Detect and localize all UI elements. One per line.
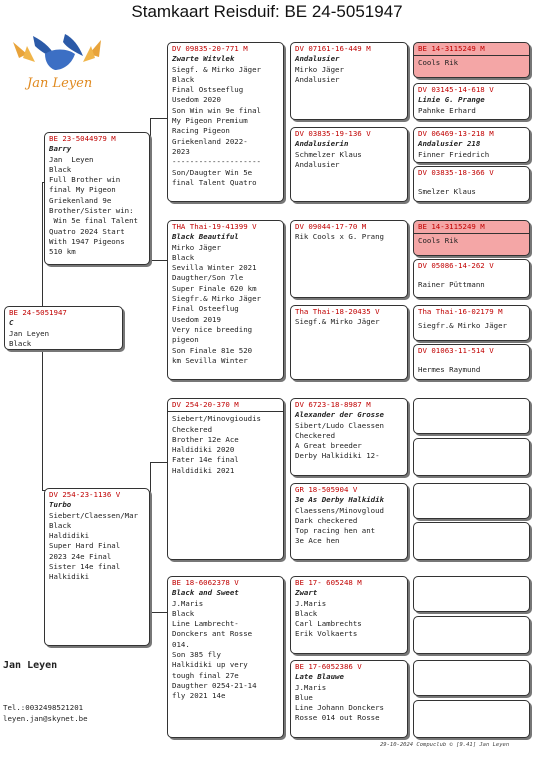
ring-number: DV 09044-17-70 M bbox=[295, 222, 367, 231]
card-line: Carl Lambrechts bbox=[295, 619, 362, 629]
card-line: Derby Halkidiki 12- bbox=[295, 451, 380, 461]
card-line: Siegf.& Mirko Jäger bbox=[295, 317, 380, 327]
card-line: Black bbox=[49, 520, 72, 530]
ring-number: GR 18-505904 V bbox=[295, 485, 358, 494]
pedigree-card-gen4-6[interactable] bbox=[413, 259, 530, 298]
card-line: Racing Pigeon bbox=[172, 126, 230, 136]
card-line: Son 385 fly bbox=[172, 650, 221, 660]
pedigree-card-gen4-15[interactable] bbox=[413, 660, 530, 696]
ring-number: DV 254-20-370 M bbox=[168, 400, 283, 412]
pigeon-name: 3e As Derby Halkidik bbox=[295, 495, 384, 505]
card-line: Quatro 2024 Start bbox=[49, 226, 125, 236]
ring-number: THA Thai-19-41399 V bbox=[172, 222, 257, 231]
card-line: Line Johann Donckers bbox=[295, 703, 384, 713]
card-line: Blue bbox=[295, 692, 313, 702]
card-line: Haldidiki 2020 bbox=[172, 445, 235, 455]
pigeon-name: Barry bbox=[49, 144, 72, 154]
pedigree-card-gen4-3[interactable] bbox=[413, 127, 530, 163]
card-line: Haldidiki 2021 bbox=[172, 465, 235, 475]
ring-number: Tha Thai-16-02179 M bbox=[418, 307, 503, 316]
card-line: Son Finale 81e 520 bbox=[172, 345, 253, 355]
pedigree-card-gen4-9[interactable] bbox=[413, 398, 530, 434]
card-line: Claessens/Minovgloud bbox=[295, 505, 384, 515]
card-line: Checkered bbox=[172, 424, 213, 434]
pedigree-card-gen4-10[interactable] bbox=[413, 438, 530, 476]
pedigree-card-gen3-5[interactable] bbox=[290, 398, 408, 476]
card-line: Pahnke Erhard bbox=[418, 105, 476, 115]
logo-text: Jan Leyen bbox=[27, 76, 93, 91]
card-line: 510 km bbox=[49, 247, 76, 257]
pedigree-card-gen3-3[interactable] bbox=[290, 220, 408, 298]
card-line: A Great breeder bbox=[295, 441, 362, 451]
ring-number: Tha Thai-18-20435 V bbox=[295, 307, 380, 316]
card-line: Win 5e final Talent bbox=[49, 216, 138, 226]
pigeon-name: C bbox=[9, 318, 14, 328]
card-line: Andalusier bbox=[295, 159, 340, 169]
ring-number: DV 254-23-1136 V bbox=[49, 490, 121, 499]
pigeon-name: Andalusier bbox=[295, 54, 340, 64]
card-line: tough final 27e bbox=[172, 670, 239, 680]
ring-number: BE 17-6052386 V bbox=[295, 662, 362, 671]
ring-number: BE 17- 605248 M bbox=[295, 578, 362, 587]
card-line: km Sevilla Winter bbox=[172, 355, 248, 365]
pedigree-card-gen4-2[interactable] bbox=[413, 83, 530, 120]
pedigree-card-gen3-6[interactable] bbox=[290, 483, 408, 560]
card-line: With 1947 Pigeons bbox=[49, 236, 125, 246]
footer-text: 29-10-2024 Compuclub © [9.41] Jan Leyen bbox=[380, 742, 510, 748]
owner-phone: Tel.:0032498521201 bbox=[3, 703, 84, 712]
card-line: Jan Leyen bbox=[9, 328, 50, 338]
card-line: Black bbox=[172, 608, 195, 618]
card-line: J.Maris bbox=[295, 598, 327, 608]
pedigree-card-fm[interactable] bbox=[167, 220, 284, 380]
pedigree-card-ff[interactable] bbox=[167, 42, 284, 202]
ring-number: BE 18-6062378 V bbox=[172, 578, 239, 587]
pedigree-card-gen4-5[interactable] bbox=[413, 220, 530, 256]
connector bbox=[150, 462, 151, 612]
ring-number: DV 01063-11-514 V bbox=[418, 346, 494, 355]
card-line: Mirko Jäger bbox=[172, 242, 221, 252]
card-line: fly 2021 14e bbox=[172, 691, 226, 701]
pigeon-logo-icon bbox=[5, 32, 115, 94]
pedigree-card-father[interactable] bbox=[44, 132, 150, 265]
card-line: final My Pigeon bbox=[49, 185, 116, 195]
card-line: 2023 bbox=[172, 146, 190, 156]
owner-email: leyen.jan@skynet.be bbox=[3, 714, 88, 723]
card-line: Rosse 014 out Rosse bbox=[295, 713, 380, 723]
pigeon-name: Andalusierin bbox=[295, 139, 349, 149]
ring-number: BE 14-3115249 M bbox=[414, 222, 529, 234]
ring-number: BE 24-5051947 bbox=[9, 308, 67, 317]
pigeon-name: Black Beautiful bbox=[172, 232, 239, 242]
pedigree-card-gen4-16[interactable] bbox=[413, 700, 530, 738]
card-line: Finner Friedrich bbox=[418, 149, 490, 159]
connector bbox=[150, 462, 167, 463]
card-line: Rainer Püttmann bbox=[418, 280, 485, 290]
card-line: 3e Ace hen bbox=[295, 536, 340, 546]
card-line: Cools Rik bbox=[418, 58, 459, 68]
pedigree-card-gen3-7[interactable] bbox=[290, 576, 408, 654]
ring-number: BE 23-5044979 M bbox=[49, 134, 116, 143]
card-line: Halkidiki bbox=[49, 572, 90, 582]
ring-number: DV 09835-20-771 M bbox=[172, 44, 248, 53]
card-line: Line Lambrecht- bbox=[172, 619, 239, 629]
pigeon-name: Black and Sweet bbox=[172, 588, 239, 598]
pigeon-name: Linie G. Prange bbox=[418, 95, 485, 105]
card-line: Daugther/Son 7le bbox=[172, 273, 244, 283]
ring-number: DV 06469-13-218 M bbox=[418, 129, 494, 138]
pedigree-card-gen3-1[interactable] bbox=[290, 42, 408, 120]
card-line: Sister 14e final bbox=[49, 562, 121, 572]
card-line: Brother/Sister win: bbox=[49, 206, 134, 216]
pedigree-card-gen3-8[interactable] bbox=[290, 660, 408, 738]
page-title: Stamkaart Reisduif: BE 24-5051947 bbox=[131, 2, 403, 21]
pigeon-name: Zwart bbox=[295, 588, 318, 598]
card-line: Super Hard Final bbox=[49, 541, 121, 551]
card-line: Daugther 0254-21-14 bbox=[172, 680, 257, 690]
card-line: Fater 14e final bbox=[172, 455, 239, 465]
pedigree-card-mother[interactable] bbox=[44, 488, 150, 646]
pedigree-card-gen4-12[interactable] bbox=[413, 522, 530, 560]
pedigree-card-gen3-4[interactable] bbox=[290, 305, 408, 380]
card-line: 014. bbox=[172, 639, 190, 649]
connector bbox=[42, 350, 43, 490]
pedigree-card-gen4-7[interactable] bbox=[413, 305, 530, 341]
card-line: Brother 12e Ace bbox=[172, 434, 239, 444]
ring-number: DV 07161-16-449 M bbox=[295, 44, 371, 53]
card-line: Mirko Jäger bbox=[295, 64, 344, 74]
card-line: Haldidiki bbox=[49, 531, 90, 541]
pigeon-name: Andalusier 218 bbox=[418, 139, 481, 149]
card-line: Griekenland 9e bbox=[49, 195, 112, 205]
card-line: -------------------- bbox=[172, 157, 261, 167]
card-line: Black bbox=[49, 164, 72, 174]
card-line: Final Ostseeflug bbox=[172, 85, 244, 95]
pigeon-name: Turbo bbox=[49, 500, 72, 510]
card-line: Siegfr.& Mirko Jäger bbox=[172, 294, 261, 304]
connector bbox=[42, 182, 43, 306]
pedigree-card-gen4-14[interactable] bbox=[413, 616, 530, 654]
connector bbox=[150, 260, 167, 261]
card-line: J.Maris bbox=[295, 682, 327, 692]
pedigree-card-gen4-4[interactable] bbox=[413, 166, 530, 202]
pedigree-card-gen3-2[interactable] bbox=[290, 127, 408, 202]
card-line: Schmelzer Klaus bbox=[295, 149, 362, 159]
card-line: Black bbox=[172, 252, 195, 262]
card-line: Very nice breeding bbox=[172, 324, 253, 334]
card-line: Checkered bbox=[295, 430, 336, 440]
card-line: Sevilla Winter 2021 bbox=[172, 263, 257, 273]
pigeon-name: Zwarte Witvlek bbox=[172, 54, 235, 64]
card-line: 2023 24e Final bbox=[49, 551, 112, 561]
card-line: Griekenland 2022- bbox=[172, 136, 248, 146]
card-line: Super Finale 620 km bbox=[172, 283, 257, 293]
card-line: pigeon bbox=[172, 335, 199, 345]
card-line: final Talent Quatro bbox=[172, 177, 257, 187]
card-line: Black bbox=[172, 74, 195, 84]
ring-number: DV 6723-18-8987 M bbox=[295, 400, 371, 409]
connector bbox=[150, 612, 167, 613]
card-line: Rik Cools x G. Prang bbox=[295, 232, 384, 242]
card-line: Usedom 2019 bbox=[172, 314, 221, 324]
owner-name: Jan Leyen bbox=[3, 660, 58, 671]
pedigree-card-gen4-8[interactable] bbox=[413, 344, 530, 380]
card-line: Siebert/Minovgioudis bbox=[172, 414, 261, 424]
card-line: Son Win win 9e final bbox=[172, 105, 261, 115]
ring-number: DV 03835-18-366 V bbox=[418, 168, 494, 177]
card-line: Dark checkered bbox=[295, 515, 358, 525]
card-line: Siebert/Claessen/Mar bbox=[49, 510, 138, 520]
card-line: Hermes Raymund bbox=[418, 365, 481, 375]
connector bbox=[150, 118, 151, 260]
pedigree-card-mf[interactable] bbox=[167, 398, 284, 560]
pedigree-card-gen4-11[interactable] bbox=[413, 483, 530, 519]
pedigree-card-gen4-13[interactable] bbox=[413, 576, 530, 612]
card-line: Andalusier bbox=[295, 74, 340, 84]
card-line: Halkidiki up very bbox=[172, 660, 248, 670]
card-line: Erik Volkaerts bbox=[295, 629, 358, 639]
card-line: Black bbox=[9, 338, 32, 348]
ring-number: DV 03835-19-136 V bbox=[295, 129, 371, 138]
card-line: Cools Rik bbox=[418, 236, 459, 246]
pigeon-name: Late Blauwe bbox=[295, 672, 344, 682]
connector bbox=[150, 118, 167, 119]
card-line: Son/Daugter Win 5e bbox=[172, 167, 253, 177]
card-line: Siegfr.& Mirko Jäger bbox=[418, 321, 507, 331]
card-line: Final Osteeflug bbox=[172, 304, 239, 314]
ring-number: DV 03145-14-618 V bbox=[418, 85, 494, 94]
card-line: Usedom 2020 bbox=[172, 95, 221, 105]
card-line: Full Brother win bbox=[49, 175, 121, 185]
card-line: Siegf. & Mirko Jäger bbox=[172, 64, 261, 74]
card-line: Jan Leyen bbox=[49, 154, 94, 164]
card-line: Black bbox=[295, 608, 318, 618]
card-line: J.Maris bbox=[172, 598, 204, 608]
card-line: Top racing hen ant bbox=[295, 526, 376, 536]
card-line: Smelzer Klaus bbox=[418, 187, 476, 197]
card-line: Donckers ant Rosse bbox=[172, 629, 253, 639]
card-line: Sibert/Ludo Claessen bbox=[295, 420, 384, 430]
ring-number: BE 14-3115249 M bbox=[414, 44, 529, 56]
pedigree-card-gen4-1[interactable] bbox=[413, 42, 530, 78]
ring-number: DV 05086-14-262 V bbox=[418, 261, 494, 270]
card-line: My Pigeon Premium bbox=[172, 116, 248, 126]
logo bbox=[5, 32, 115, 94]
pigeon-name: Alexander der Grosse bbox=[295, 410, 384, 420]
pedigree-card-subject[interactable] bbox=[4, 306, 123, 350]
pedigree-card-mm[interactable] bbox=[167, 576, 284, 738]
